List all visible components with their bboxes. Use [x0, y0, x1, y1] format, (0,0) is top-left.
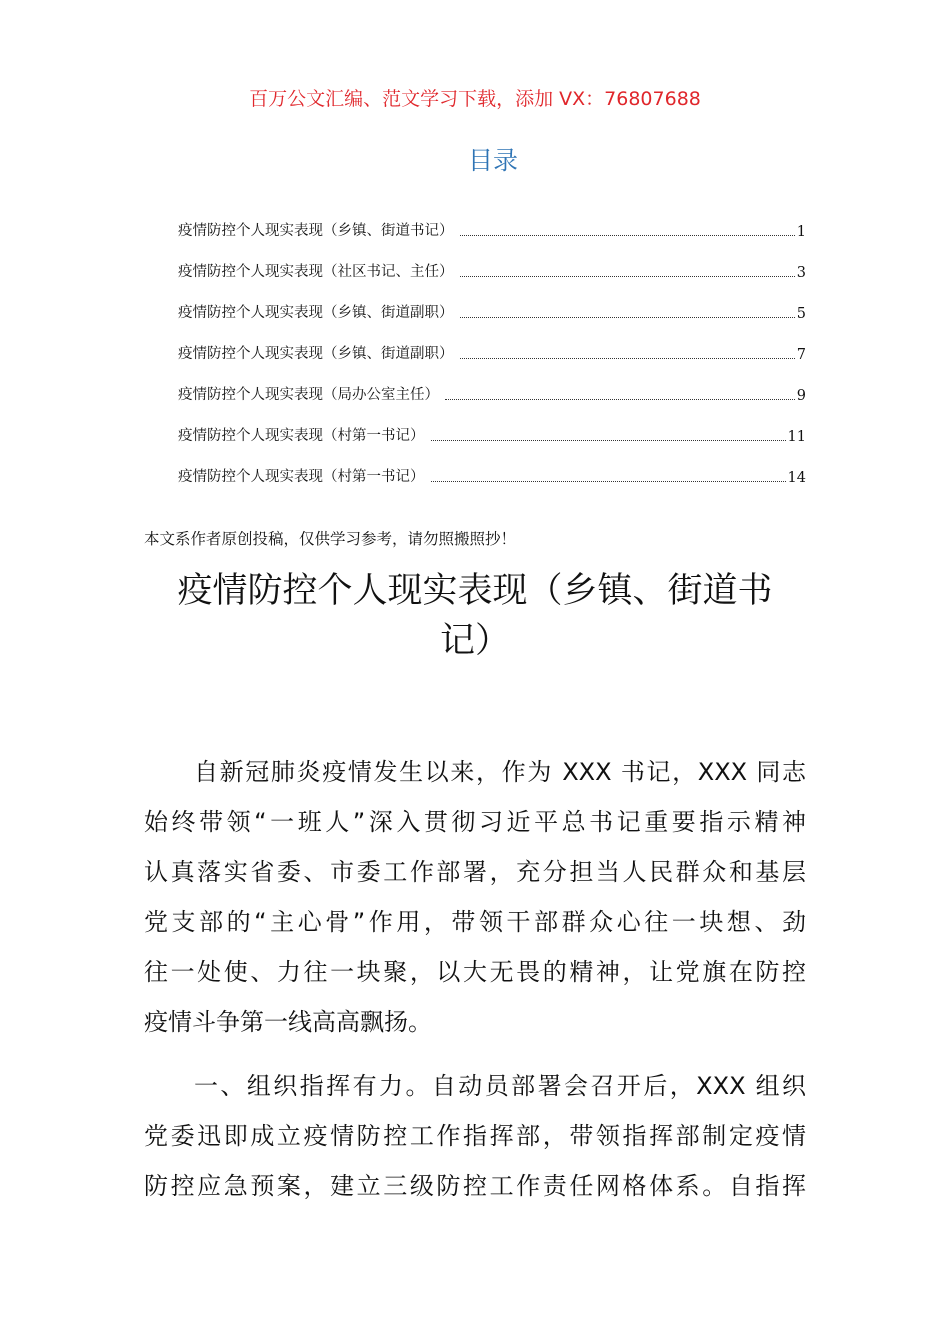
paragraph-line: 认真落实省委、市委工作部署，充分担当人民群众和基层: [144, 858, 806, 886]
toc-entry[interactable]: [178, 363, 806, 404]
toc-entry-page: 11: [787, 429, 806, 445]
paragraph: [144, 747, 806, 1047]
toc-entry-title: 疫情防控个人现实表现（乡镇、街道副职）: [178, 305, 454, 321]
paragraph-line: 一、组织指挥有力。自动员部署会召开后，XXX 组织: [194, 1072, 806, 1100]
toc-entry-page: 9: [796, 388, 806, 404]
toc-entry-page: 5: [796, 306, 806, 322]
copyright-note: 本文系作者原创投稿，仅供学习参考，请勿照搬照抄！: [144, 530, 517, 548]
toc-entry-title: 疫情防控个人现实表现（乡镇、街道书记）: [178, 223, 454, 239]
paragraph: [144, 1061, 806, 1211]
toc-title: 目录: [467, 146, 518, 175]
toc-entry-page: 1: [796, 224, 806, 240]
article-title: [144, 566, 806, 666]
toc-entry[interactable]: [178, 281, 806, 322]
toc-entry[interactable]: [178, 240, 806, 281]
toc-entry[interactable]: [178, 199, 806, 240]
paragraph-line: 党支部的“主心骨”作用，带领干部群众心往一块想、劲: [144, 908, 806, 936]
article-title-line: 记）: [439, 621, 510, 661]
watermark-banner: 百万公文汇编、范文学习下载，添加 VX：76807688: [249, 88, 701, 110]
toc-leader-dots: [460, 358, 795, 359]
toc-entry-page: 7: [796, 347, 806, 363]
table-of-contents: [178, 199, 806, 486]
toc-entry[interactable]: [178, 322, 806, 363]
toc-entry-title: 疫情防控个人现实表现（村第一书记）: [178, 428, 425, 444]
paragraph-line: 党委迅即成立疫情防控工作指挥部，带领指挥部制定疫情: [144, 1122, 806, 1150]
toc-leader-dots: [460, 276, 795, 277]
toc-leader-dots: [460, 317, 795, 318]
article-title-line: 疫情防控个人现实表现（乡镇、街道书: [177, 571, 773, 611]
toc-entry-title: 疫情防控个人现实表现（局办公室主任）: [178, 387, 439, 403]
paragraph-line: 疫情斗争第一线高高飘扬。: [144, 1008, 432, 1036]
toc-entry-title: 疫情防控个人现实表现（乡镇、街道副职）: [178, 346, 454, 362]
paragraph-line: 始终带领“一班人”深入贯彻习近平总书记重要指示精神: [144, 808, 806, 836]
toc-leader-dots: [460, 235, 795, 236]
toc-entry-page: 14: [787, 470, 806, 486]
toc-entry[interactable]: [178, 445, 806, 486]
article-body: [144, 747, 806, 1211]
paragraph-line: 防控应急预案，建立三级防控工作责任网格体系。自指挥: [144, 1172, 806, 1200]
toc-entry-page: 3: [796, 265, 806, 281]
toc-leader-dots: [445, 399, 795, 400]
toc-entry-title: 疫情防控个人现实表现（村第一书记）: [178, 469, 425, 485]
toc-entry-title: 疫情防控个人现实表现（社区书记、主任）: [178, 264, 454, 280]
toc-leader-dots: [431, 440, 786, 441]
toc-entry[interactable]: [178, 404, 806, 445]
toc-leader-dots: [431, 481, 786, 482]
paragraph-line: 往一处使、力往一块聚，以大无畏的精神，让党旗在防控: [144, 958, 806, 986]
paragraph-line: 自新冠肺炎疫情发生以来，作为 XXX 书记，XXX 同志: [194, 758, 806, 786]
